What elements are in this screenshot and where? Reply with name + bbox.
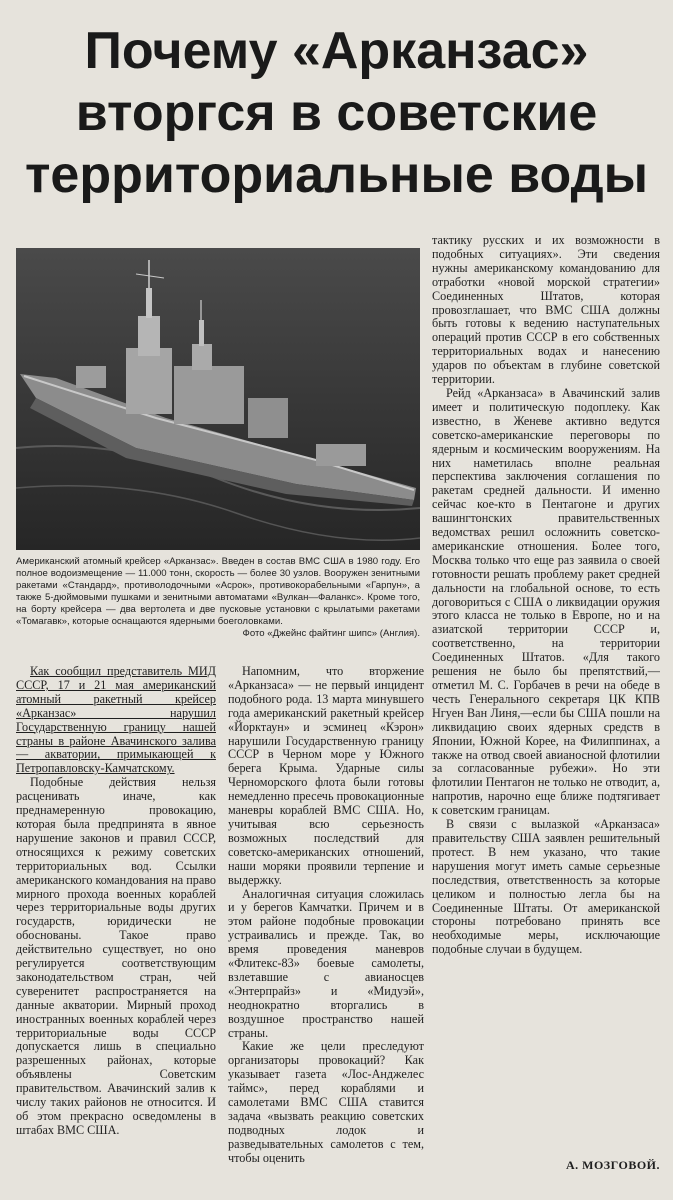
article-paragraph: Как сообщил представитель МИД СССР, 17 и 21 мая американский атомный ракетный крейсер «Арканзас» нарушил Государственную границу нашей страны в районе Авачинского залива — акватории, примыкающей к Петропавловску-Камчатскому. [16,665,216,776]
cruiser-illustration [16,248,420,550]
article-paragraph: Аналогичная ситуация сложилась и у берегов Камчатки. Причем и в этом районе подобные провокации устраивались и прежде. Так, во время проведения маневров «Флитекс-83» боевые самолеты, взлетавшие с авианосцев «Энтерпрайз» и «Мидуэй», неоднократно вторгались в воздушное пространство нашей страны. [228,886,424,1040]
headline-line-2: вторгся в советские [75,84,598,142]
author-signature: А. МОЗГОВОЙ. [565,1158,660,1172]
article-column-3 [432,234,660,1148]
article-column-1 [16,665,216,1165]
cruiser-photo [16,248,420,550]
article-paragraph: Рейд «Арканзаса» в Авачинский залив имеет и политическую подоплеку. Как известно, в Женеве активно ведутся советско-американские переговоры по ядерным и космическим вооружениям. На них наметилась вполне реальная перспектива заключения соглашения по ракетам средней дальности. И именно сейчас кое-кто в Пентагоне и других вашингтонских правительственных ведомствах решил осложнить советско-американские отношения. Более того, Москва только что еще раз заявила о своей готовности решать проблему ракет средней дальности на глобальной основе, то есть договориться с США о ликвидации оружия этого класса не только в Европе, но и на азиатской территории СССР и, соответственно, на территории Соединенных Штатов. «Для такого решения не было бы препятствий,— отметил М. С. Горбачев в речи на обеде в честь Генерального секретаря ЦК КПВ Нгуен Ван Линя,—если бы США пошли на ликвидацию своих ядерных средств в Японии, Южной Корее, на Филиппинах, а также на отвод своей авианосной флотилии за согласованные рубежи». Но эти флотилии Пентагон не только не отводит, а, напротив, нарочно еще ближе подтягивает к советским границам. [432,385,660,818]
article-paragraph: Напомним, что вторжение «Арканзаса» — не первый инцидент подобного рода. 13 марта минувшего года американский ракетный крейсер «Йорктаун» и эсминец «Кэрон» нарушили Государственную границу СССР в Черном море у Южного берега Крыма. Ударные силы Черноморского флота были готовы немедленно пресечь провокационные маневры кораблей ВМС США. Но, учитывая всю серьезность возможных последствий для советско-американских отношений, наши моряки проявили терпение и выдержку. [228,665,424,887]
photo-credit: Фото «Джейнс файтинг шипс» (Англия). [242,628,420,639]
caption-text: Американский атомный крейсер «Арканзас». Введен в состав ВМС США в 1980 году. Его полное водоизмещение — 11.000 тонн, скорость — более 30 узлов. Вооружен зенитными ракетами «Стандард», противолодочными «Асрок», противокорабельными «Гарпун», а также 5-дюймовыми пушками и зенитными автоматами «Вулкан—Фаланкс». Кроме того, на борту крейсера — два вертолета и две пусковые установки с крылатыми ракетами «Томагавк», которые оснащаются ядерными боеголовками. [16,556,420,627]
article-column-2 [228,665,424,1185]
article-paragraph: Какие же цели преследуют организаторы провокаций? Как указывает газета «Лос-Анджелес таймс», перед кораблями и самолетами ВМС США ставится задача «вызвать реакцию советских подводных лодок и разведывательных самолетов с тем, чтобы оценить [228,1039,424,1165]
article-paragraph: Подобные действия нельзя расценивать иначе, как преднамеренную провокацию, которая была предпринята в явное нарушение законов и правил СССР, относящихся к режиму советских территориальных вод. Ссылки американского командования на право мирного прохода военных кораблей через территориальные воды других государств, юридически не обоснованы. Такое право действительно существует, но оно регулируется соответствующим законодательством стран, чей суверенитет распространяется на данные акватории. Мирный проход иностранных военных кораблей через территориальные воды СССР допускается лишь в специально разрешенных районах, которые объявлены Советским правительством. Авачинский залив к числу таких районов не относится. И об этом прекрасно осведомлены в штабах ВМС США. [16,775,216,1137]
article-paragraph: тактику русских и их возможности в подобных ситуациях». Эти сведения нужны американскому командованию для отработки «новой морской стратегии» Соединенных Штатов, которая провозглашает, что ВМС США должны быть готовы к ведению наступательных операций против СССР в его собственных территориальных водах и нанесению ударов по объектам в глубине советской территории. [432,234,660,387]
headline-line-1: Почему «Арканзас» [84,22,589,80]
article-paragraph: В связи с вылазкой «Арканзаса» правительству США заявлен решительный протест. В нем указано, что такие нарушения могут иметь самые серьезные последствия, ответственность за которые целиком и полностью легла бы на Соединенные Штаты. От американской стороны потребовано принять все необходимые меры, исключающие подобные случаи в будущем. [432,817,660,957]
photo-caption [16,556,420,640]
headline-line-3: территориальные воды [24,146,649,204]
headline [0,20,673,206]
